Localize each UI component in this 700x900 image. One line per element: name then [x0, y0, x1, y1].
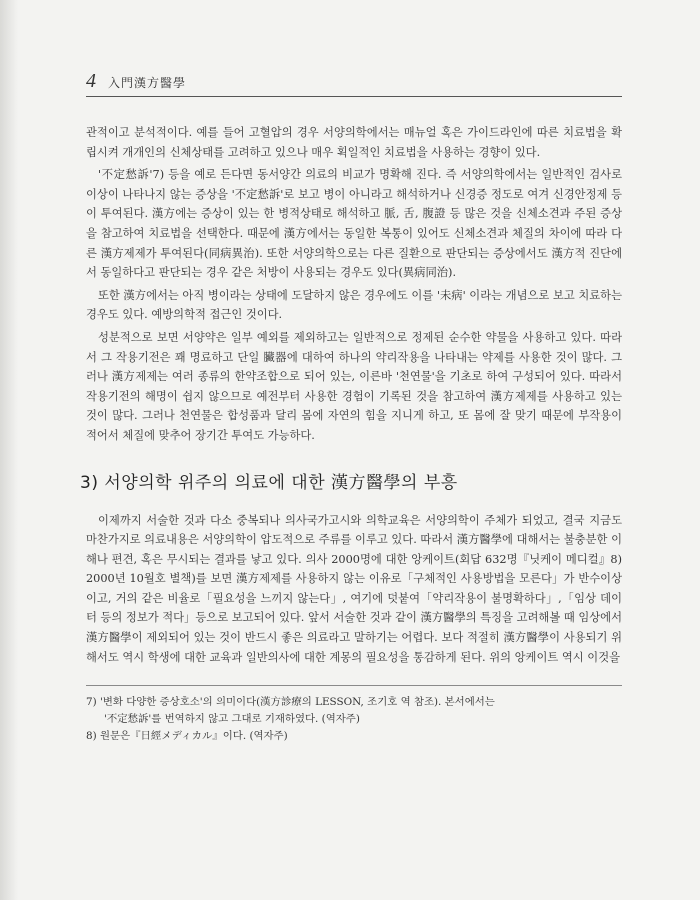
paragraph: 또한 漢方에서는 아직 병이라는 상태에 도달하지 않은 경우에도 이를 '未病' 이라는 개념으로 보고 치료하는 경우도 있다. 예방의학적 접근인 것이다. — [86, 288, 622, 322]
page-number: 4 — [86, 70, 96, 92]
footnote-7 — [86, 694, 622, 728]
body-text-bottom — [86, 511, 622, 668]
footnote-7-line1: 7) '변화 다양한 증상호소'의 의미이다(漢方診療의 LESSON, 조기호 역 참조). 본서에서는 — [86, 696, 495, 709]
body-text-top — [86, 123, 622, 446]
book-title: 入門漢方醫學 — [108, 76, 187, 90]
footnote-7-line2: '不定愁訴'를 번역하지 않고 그대로 기재하였다. (역자주) — [104, 713, 360, 726]
footnotes — [86, 685, 622, 745]
scan-shadow-edge — [0, 0, 18, 900]
running-header — [86, 70, 622, 97]
paragraph: '不定愁訴'7) 등을 예로 든다면 동서양간 의료의 비교가 명확해 진다. 즉 서양의학에서는 일반적인 검사로 이상이 나타나지 않는 증상을 '不定愁訴'로 보고 병이 아니라고 해석하거나 신경증 정도로 여겨 신경안정제 등이 투여된다. 漢方에는 증상이 있는 한 병적상태로 해석하고 脈, 舌, 腹證 등 많은 것을 신체소견과 주된 증상을 참고하여 치료법을 선택한다. 때문에 漢方에서는 동일한 복통이 있어도 신체소견과 체질의 차이에 따라 다른 漢方제제가 투여된다(同病異治). 또한 서양의학으로는 다른 질환으로 판단되는 증상에서도 漢方적 진단에서 동일하다고 판단되는 경우 같은 처방이 사용되는 경우도 있다(異病同治). — [86, 168, 622, 280]
footnote-8: 8) 원문은『日經メディカル』이다. (역자주) — [86, 730, 288, 743]
paragraph: 관적이고 분석적이다. 예를 들어 고혈압의 경우 서양의학에서는 매뉴얼 혹은 가이드라인에 따른 치료법을 확립시켜 개개인의 신체상태를 고려하고 있으나 매우 획일적인 치료법을 사용하는 경향이 있다. — [86, 126, 622, 159]
paragraph: 이제까지 서술한 것과 다소 중복되나 의사국가고시와 의학교육은 서양의학이 주체가 되었고, 결국 지금도 마찬가지로 의료내용은 서양의학이 압도적으로 주류를 이루고 있다. 따라서 漢方醫學에 대해서는 불충분한 이해나 편견, 혹은 무시되는 결과를 낳고 있다. 의사 2000명에 대한 앙케이트(회답 632명『닛케이 메디컬』8) 2000년 10월호 별책)를 보면 漢方제제를 사용하지 않는 이유로「구체적인 사용방법을 모른다」가 반수이상이고, 거의 같은 비율로「필요성을 느끼지 않는다」, 여기에 덧붙여「약리작용이 불명확하다」,「임상 데이터 등의 정보가 적다」등으로 보고되어 있다. 앞서 서술한 것과 같이 漢方醫學의 특징을 고려해볼 때 임상에서 漢方醫學이 제외되어 있는 것이 반드시 좋은 의료라고 말하기는 어렵다. 보다 적절히 漢方醫學이 사용되기 위해서도 역시 학생에 대한 교육과 일반의사에 대한 계몽의 필요성을 통감하게 된다. 위의 앙케이트 역시 이것을 — [86, 513, 622, 664]
paragraph: 성분적으로 보면 서양약은 일부 예외를 제외하고는 일반적으로 정제된 순수한 약물을 사용하고 있다. 따라서 그 작용기전은 꽤 명료하고 단일 臟器에 대하여 하나의 약리작용을 나타내는 약제를 사용한 것이 많다. 그러나 漢方제제는 여러 종류의 한약조합으로 되어 있는, 이른바 '천연물'을 기초로 하여 구성되어 있다. 따라서 작용기전의 해명이 쉽지 않으므로 예전부터 사용한 경험이 기록된 것을 참고하여 漢方제제를 사용하고 있는 것이 많다. 그러나 천연물은 합성품과 달리 몸에 자연의 힘을 지니게 하고, 또 몸에 잘 맞기 때문에 부작용이 적어서 체질에 맞추어 장기간 투여도 가능하다. — [86, 330, 622, 442]
section-heading: 3) 서양의학 위주의 의료에 대한 漢方醫學의 부흥 — [80, 472, 458, 493]
